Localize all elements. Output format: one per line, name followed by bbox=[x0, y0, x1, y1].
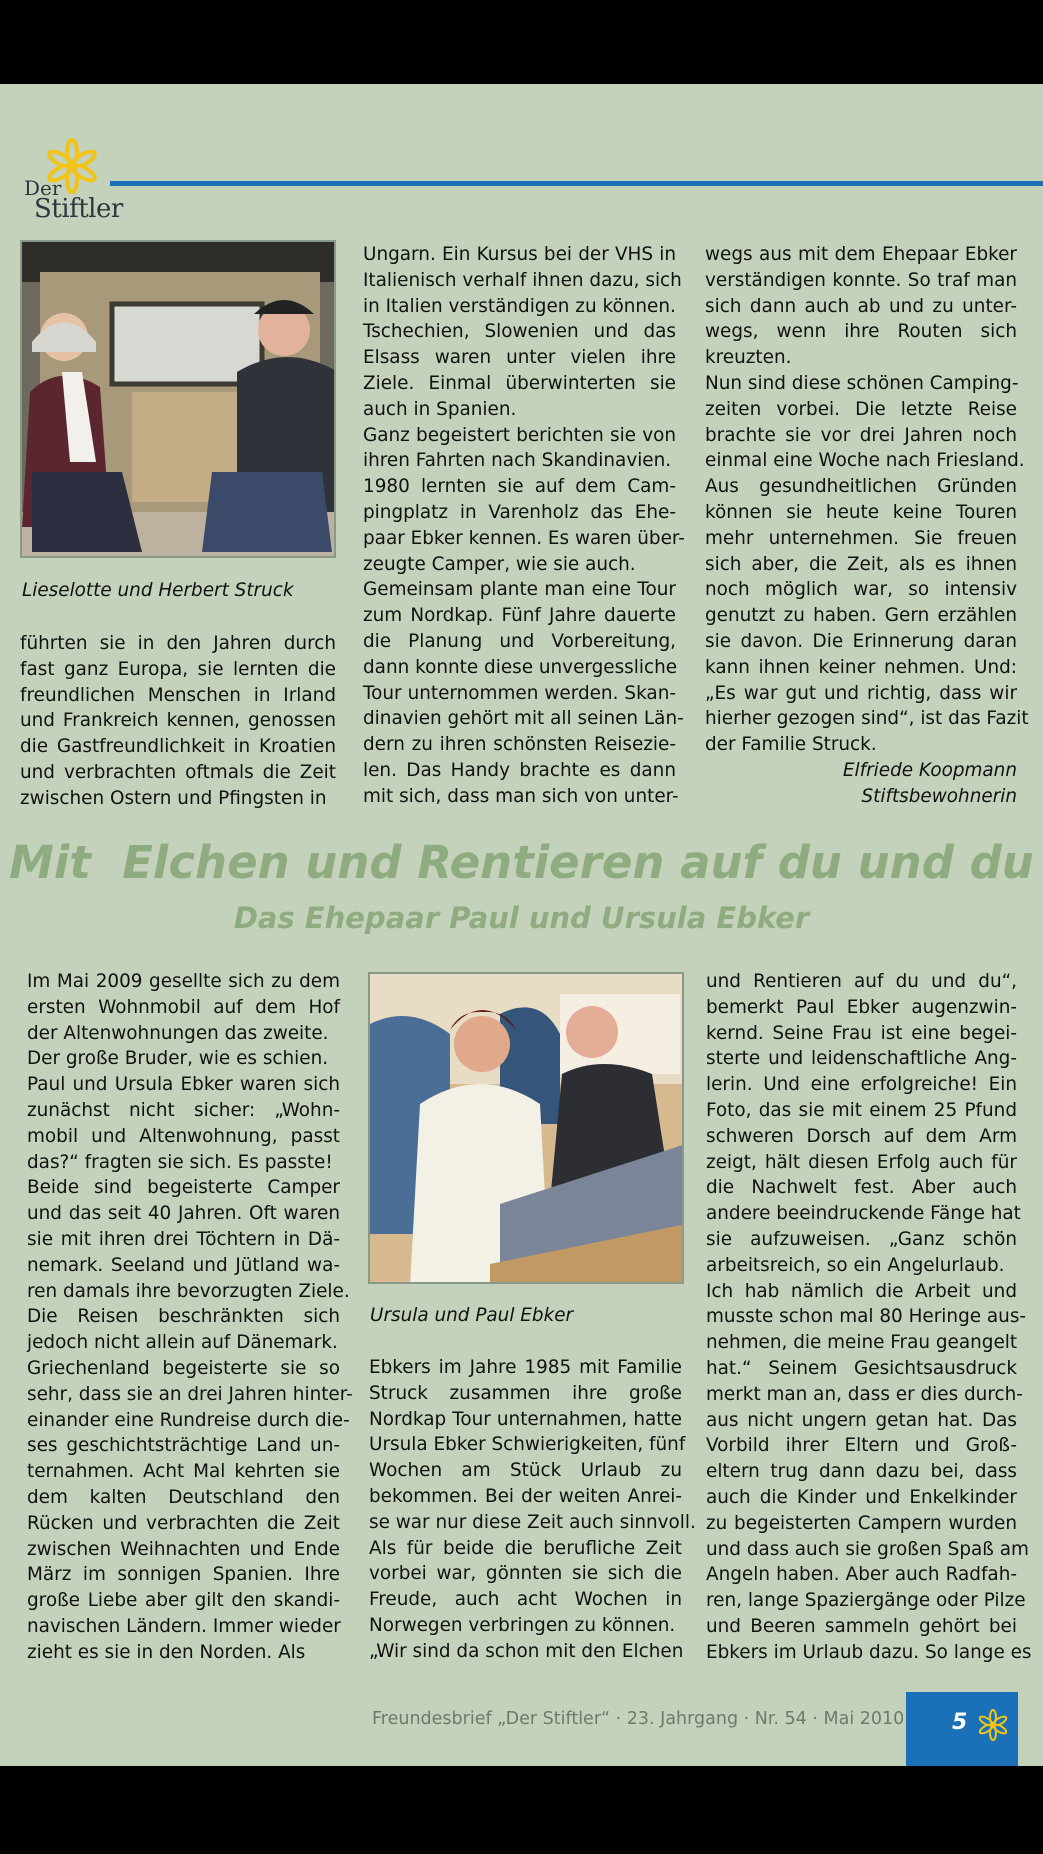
footer-text: Freundesbrief „Der Stiftler“ · 23. Jahrgang · Nr. 54 · Mai 2010 bbox=[372, 1709, 905, 1729]
text-line: aus nicht ungern getan hat. Das bbox=[706, 1409, 1017, 1431]
text-line: verständigen konnte. So traf man bbox=[705, 269, 1017, 291]
text-line: bemerkt Paul Ebker augenzwin- bbox=[706, 996, 1017, 1018]
article1-col3 bbox=[705, 242, 1029, 810]
text-line: der Familie Struck. bbox=[705, 734, 877, 756]
text-line: ersten Wohnmobil auf dem Hof bbox=[27, 996, 340, 1018]
text-line: in Italien verständigen zu können. bbox=[363, 295, 676, 317]
text-line: zieht es sie in den Norden. Als bbox=[27, 1641, 306, 1663]
text-line: einmal eine Woche nach Friesland. bbox=[705, 450, 1025, 472]
text-line: dann konnte diese unvergessliche bbox=[363, 656, 678, 678]
text-line: dem kalten Deutschland den bbox=[27, 1486, 340, 1508]
header-rule bbox=[110, 181, 1043, 186]
text-line: Aus gesundheitlichen Gründen bbox=[705, 476, 1017, 498]
text-line: sterte und leidenschaftliche Ang- bbox=[706, 1048, 1017, 1070]
photo-struck-image bbox=[22, 242, 336, 558]
text-line: navischen Ländern. Immer wieder bbox=[27, 1615, 341, 1637]
text-line: merkt man an, dass er dies durch- bbox=[706, 1383, 1023, 1405]
text-line: dern zu ihren schönsten Reisezie- bbox=[363, 734, 676, 756]
text-line: das?“ fragten sie sich. Es passte! bbox=[27, 1151, 333, 1173]
text-line: auch die Kinder und Enkelkinder bbox=[706, 1486, 1017, 1508]
text-line: kernd. Seine Frau ist eine begei- bbox=[706, 1022, 1017, 1044]
text-line: Foto, das sie mit einem 25 Pfund bbox=[706, 1099, 1017, 1121]
text-line: Italienisch verhalf ihnen dazu, sich bbox=[363, 269, 682, 291]
text-line: Nordkap Tour unternahmen, hatte bbox=[369, 1408, 682, 1430]
text-line: Gemeinsam plante man eine Tour bbox=[363, 579, 676, 601]
text-line: der Altenwohnungen das zweite. bbox=[27, 1022, 329, 1044]
text-line: wegs aus mit dem Ehepaar Ebker bbox=[705, 244, 1017, 265]
page-number-box bbox=[906, 1692, 1018, 1766]
photo-ebker bbox=[368, 972, 684, 1284]
text-line: Griechenland begeisterte sie so bbox=[27, 1357, 340, 1379]
text-line: und verbrachten oftmals die Zeit bbox=[20, 761, 336, 783]
text-line: Rücken und verbrachten die Zeit bbox=[27, 1512, 340, 1534]
text-line: Tschechien, Slowenien und das bbox=[363, 321, 676, 343]
signature-role: Stiftsbewohnerin bbox=[861, 785, 1017, 807]
text-line: „Es war gut und richtig, dass wir bbox=[705, 682, 1017, 704]
text-line: Wochen am Stück Urlaub zu bbox=[369, 1460, 682, 1482]
text-line: zwischen Ostern und Pfingsten in bbox=[20, 787, 327, 809]
text-line: Ursula Ebker Schwierigkeiten, fünf bbox=[369, 1434, 686, 1456]
text-line: zeigt, hält diesen Erfolg auch für bbox=[706, 1151, 1017, 1173]
text-line: Beide sind begeisterte Camper bbox=[27, 1177, 340, 1199]
text-line: hierher gezogen sind“, ist das Fazit bbox=[705, 708, 1029, 730]
article2-col1 bbox=[27, 969, 353, 1666]
text-line: ren damals ihre bevorzugten Ziele. bbox=[27, 1280, 350, 1302]
text-line: Ebkers im Urlaub dazu. So lange es bbox=[706, 1641, 1032, 1663]
text-line: große Liebe aber gilt den skandi- bbox=[27, 1590, 340, 1612]
text-line: Nun sind diese schönen Camping- bbox=[705, 372, 1019, 394]
logo-stiftler: Stiftler bbox=[34, 194, 123, 224]
logo-der: Der bbox=[24, 176, 62, 200]
text-line: und Frankreich kennen, genossen bbox=[20, 710, 336, 732]
text-line: Ich hab nämlich die Arbeit und bbox=[706, 1280, 1017, 1302]
article1-col1 bbox=[20, 631, 336, 812]
text-line: Der große Bruder, wie es schien. bbox=[27, 1048, 329, 1070]
text-line: Paul und Ursula Ebker waren sich bbox=[27, 1074, 340, 1096]
text-line: sie davon. Die Erinnerung daran bbox=[705, 630, 1017, 652]
text-line: bekommen. Bei der weiten Anrei- bbox=[369, 1485, 682, 1507]
text-line: musste schon mal 80 Heringe aus- bbox=[706, 1306, 1027, 1328]
text-line: und Beeren sammeln gehört bei bbox=[706, 1615, 1017, 1637]
signature-name: Elfriede Koopmann bbox=[842, 759, 1017, 781]
text-line: jedoch nicht allein auf Dänemark. bbox=[27, 1332, 338, 1354]
text-line: mobil und Altenwohnung, passt bbox=[27, 1125, 340, 1147]
text-line: fast ganz Europa, sie lernten die bbox=[20, 658, 336, 680]
text-line: Als für beide die berufliche Zeit bbox=[369, 1537, 682, 1559]
page-number: 5 bbox=[952, 1710, 968, 1735]
text-line: mit sich, dass man sich von unter- bbox=[363, 785, 679, 807]
article2-subheadline: Das Ehepaar Paul und Ursula Ebker bbox=[233, 901, 810, 935]
article1-col2 bbox=[363, 242, 685, 810]
text-line: zeugte Camper, wie sie auch. bbox=[363, 553, 636, 575]
text-line: arbeitsreich, so ein Angelurlaub. bbox=[706, 1254, 1005, 1276]
text-line: dinavien gehört mit all seinen Län- bbox=[363, 708, 684, 730]
text-line: kreuzten. bbox=[705, 347, 792, 369]
text-line: hat.“ Seinem Gesichtsausdruck bbox=[706, 1357, 1017, 1379]
text-line: ren, lange Spaziergänge oder Pilze bbox=[706, 1590, 1026, 1612]
text-line: Die Reisen beschränkten sich bbox=[27, 1306, 340, 1328]
text-line: freundlichen Menschen in Irland bbox=[20, 684, 336, 706]
text-line: ihren Fahrten nach Skandinavien. bbox=[363, 450, 672, 472]
text-line: Im Mai 2009 gesellte sich zu dem bbox=[27, 971, 340, 992]
text-line: sich dann auch ab und zu unter- bbox=[705, 295, 1017, 317]
text-line: ses geschichtsträchtige Land un- bbox=[27, 1435, 340, 1457]
text-line: wegs, wenn ihre Routen sich bbox=[705, 321, 1017, 343]
text-line: sehr, dass sie an drei Jahren hinter- bbox=[27, 1383, 353, 1405]
text-line: die Nachwelt fest. Aber auch bbox=[706, 1177, 1017, 1199]
text-line: sie mit ihren drei Töchtern in Dä- bbox=[27, 1228, 340, 1250]
text-line: zu begeisterten Campern wurden bbox=[706, 1512, 1017, 1534]
photo-ebker-image bbox=[370, 974, 684, 1284]
text-line: die Planung und Vorbereitung, bbox=[363, 630, 676, 652]
text-line: nehmen, die meine Frau geangelt bbox=[706, 1332, 1018, 1354]
caption-ebker: Ursula und Paul Ebker bbox=[370, 1305, 574, 1326]
text-line: ternahmen. Acht Mal kehrten sie bbox=[27, 1461, 340, 1483]
text-line: pingplatz in Varenholz das Ehe- bbox=[363, 501, 676, 523]
flower-icon bbox=[976, 1708, 1010, 1742]
text-line: Ebkers im Jahre 1985 mit Familie bbox=[369, 1357, 682, 1378]
text-line: genutzt zu haben. Gern erzählen bbox=[705, 605, 1017, 627]
text-line: zeiten vorbei. Die letzte Reise bbox=[705, 398, 1017, 420]
text-line: Struck zusammen ihre große bbox=[369, 1382, 682, 1404]
text-line: führten sie in den Jahren durch bbox=[20, 633, 336, 654]
text-line: die Gastfreundlichkeit in Kroatien bbox=[20, 736, 336, 758]
text-line: se war nur diese Zeit auch sinnvoll. bbox=[369, 1511, 696, 1533]
text-line: Elsass waren unter vielen ihre bbox=[363, 347, 676, 369]
text-line: sie aufzuweisen. „Ganz schön bbox=[706, 1228, 1017, 1250]
text-line: Tour unternommen werden. Skan- bbox=[363, 682, 676, 704]
text-line: Ungarn. Ein Kursus bei der VHS in bbox=[363, 244, 676, 265]
text-line: „Wir sind da schon mit den Elchen bbox=[369, 1640, 684, 1662]
text-line: brachte sie vor drei Jahren noch bbox=[705, 424, 1017, 446]
photo-struck bbox=[20, 240, 336, 558]
text-line: und Rentieren auf du und du“, bbox=[706, 971, 1017, 992]
text-line: zwischen Weihnachten und Ende bbox=[27, 1538, 340, 1560]
text-line: einander eine Rundreise durch die- bbox=[27, 1409, 350, 1431]
text-line: können sie heute keine Touren bbox=[705, 501, 1017, 523]
text-line: paar Ebker kennen. Es waren über- bbox=[363, 527, 685, 549]
article2-col3 bbox=[706, 969, 1032, 1666]
text-line: mehr unternehmen. Sie freuen bbox=[705, 527, 1017, 549]
text-line: sich aber, die Zeit, als es ihnen bbox=[705, 553, 1017, 575]
text-line: nemark. Seeland und Jütland wa- bbox=[27, 1254, 340, 1276]
text-line: lerin. Und eine erfolgreiche! Ein bbox=[706, 1074, 1017, 1096]
text-line: schweren Dorsch auf dem Arm bbox=[706, 1125, 1017, 1147]
text-line: noch möglich war, so intensiv bbox=[705, 579, 1017, 601]
text-line: zum Nordkap. Fünf Jahre dauerte bbox=[363, 605, 676, 627]
text-line: len. Das Handy brachte es dann bbox=[363, 759, 676, 781]
text-line: Ganz begeistert berichten sie von bbox=[363, 424, 676, 446]
text-line: Ziele. Einmal überwinterten sie bbox=[363, 372, 676, 394]
text-line: 1980 lernten sie auf dem Cam- bbox=[363, 476, 676, 498]
text-line: März im sonnigen Spanien. Ihre bbox=[27, 1564, 340, 1586]
text-line: und das seit 40 Jahren. Oft waren bbox=[27, 1203, 340, 1225]
text-line: andere beeindruckende Fänge hat bbox=[706, 1203, 1021, 1225]
text-line: und dass auch sie großen Spaß am bbox=[706, 1538, 1029, 1560]
text-line: Norwegen verbringen zu können. bbox=[369, 1614, 676, 1636]
text-line: Angeln haben. Aber auch Radfah- bbox=[706, 1564, 1017, 1586]
article2-col2 bbox=[369, 1355, 696, 1665]
magazine-page bbox=[0, 84, 1043, 1766]
text-line: kann ihnen keiner nehmen. Und: bbox=[705, 656, 1017, 678]
stiftler-logo bbox=[22, 136, 122, 226]
text-line: zunächst nicht sicher: „Wohn- bbox=[27, 1099, 340, 1121]
caption-struck: Lieselotte und Herbert Struck bbox=[22, 580, 294, 601]
text-line: auch in Spanien. bbox=[363, 398, 517, 420]
article2-headline: Mit Elchen und Rentieren auf du und du bbox=[9, 836, 1034, 889]
text-line: eltern trug dann dazu bei, dass bbox=[706, 1461, 1017, 1483]
text-line: Vorbild ihrer Eltern und Groß- bbox=[706, 1435, 1017, 1457]
text-line: vorbei war, gönnten sie sich die bbox=[369, 1563, 682, 1585]
text-line: Freude, auch acht Wochen in bbox=[369, 1589, 682, 1611]
